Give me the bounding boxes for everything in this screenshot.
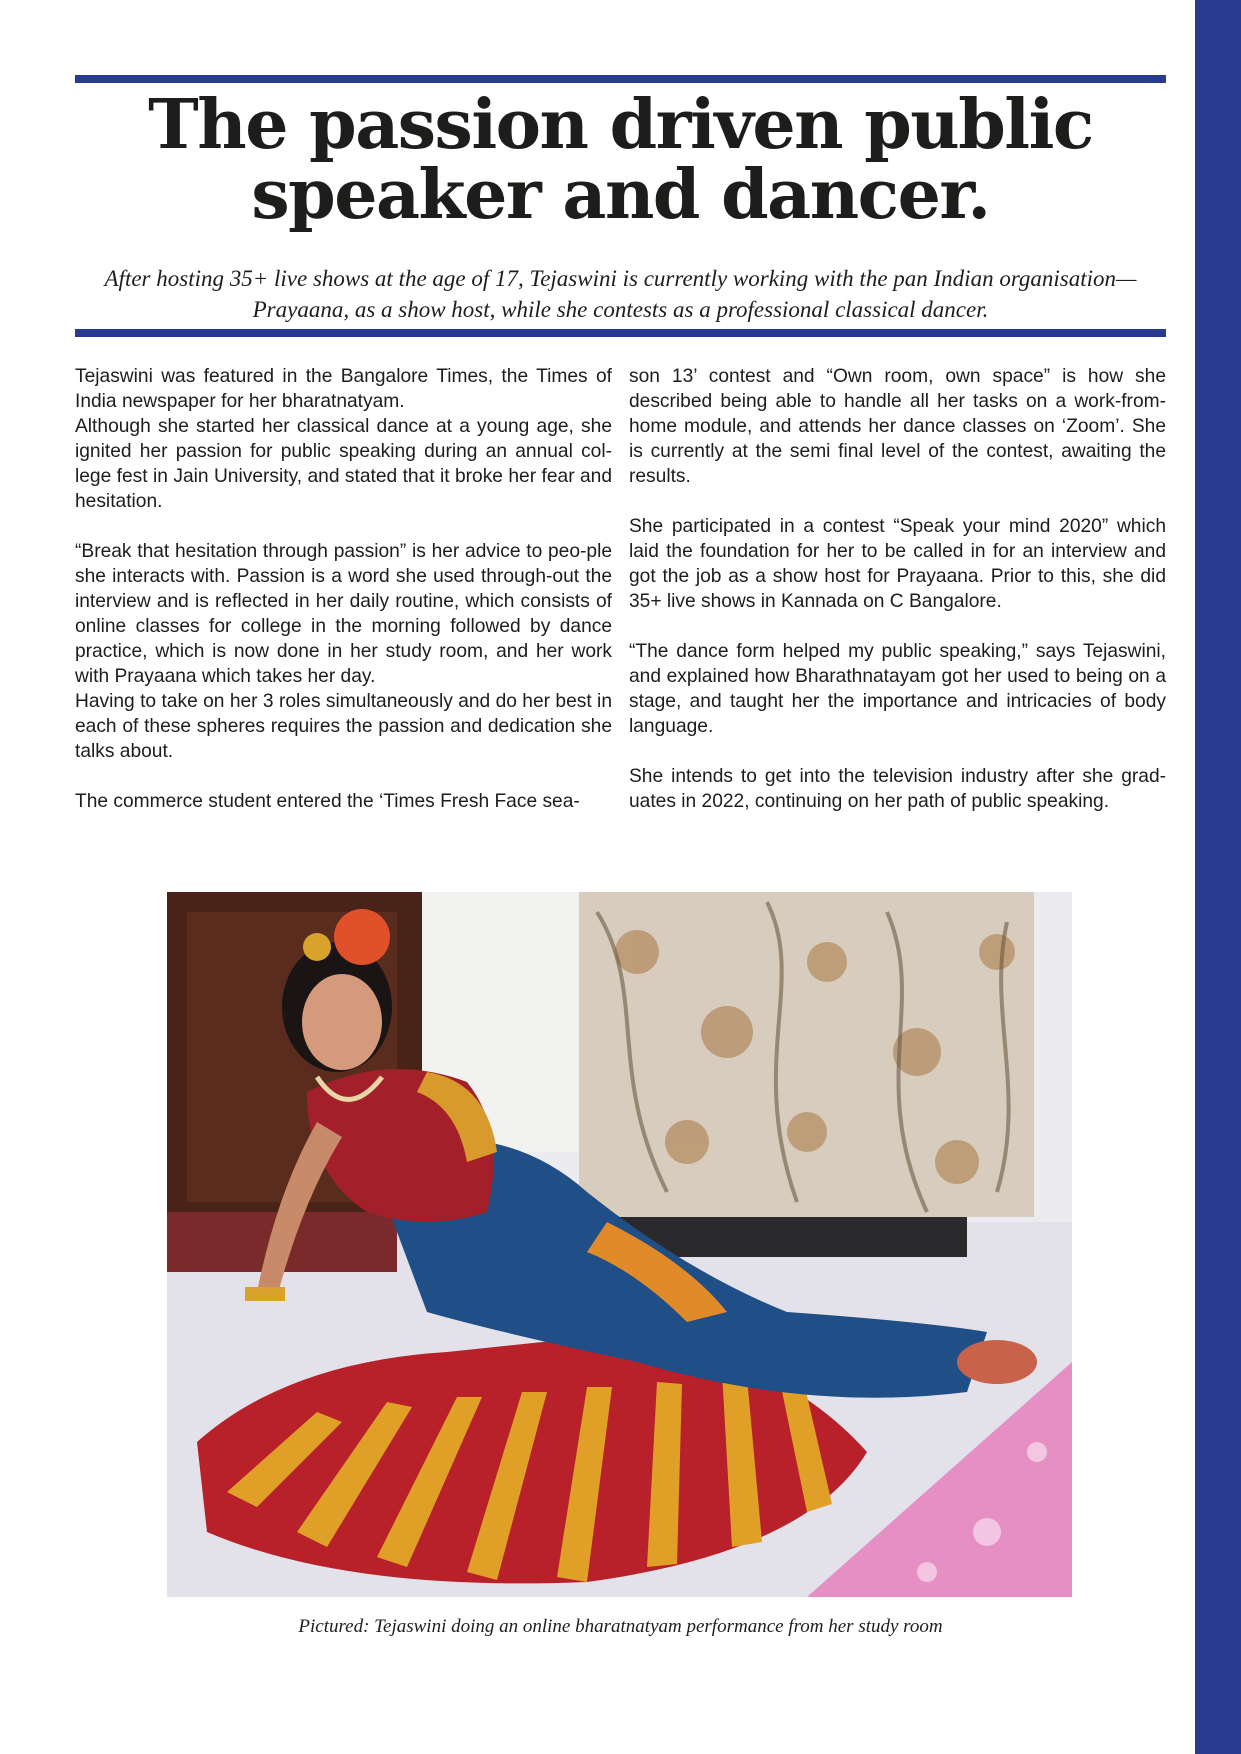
- paragraph: She participated in a contest “Speak your mind 2020” which laid the foundation for her to be called in for an interview and got the job as a show host for Prayaana. Prior to this, she did 35+ live shows in Kannada on C Bangalore.: [629, 516, 1166, 612]
- photo-caption: Pictured: Tejaswini doing an online bharatnatyam performance from her study room: [298, 1616, 943, 1637]
- paragraph: The commerce student entered the ‘Times Fresh Face sea-: [75, 791, 580, 812]
- body-column-left: [75, 364, 612, 814]
- side-accent-bar: [1195, 0, 1241, 1754]
- headline: The passion driven public speaker and dancer.: [148, 85, 1093, 235]
- top-rule: [75, 75, 1166, 83]
- paragraph: Although she started her classical dance at a young age, she ignited her passion for public speaking during an annual col-lege fest in Jain University, and stated that it broke her fear and hesitation.: [75, 416, 612, 512]
- paragraph: “Break that hesitation through passion” is her advice to peo-ple she interacts with. Passion is a word she used through-out the interview and is reflected in her daily routine, which consists of online classes for college in the morning followed by dance practice, which is now done in her study room, and her work with Prayaana which takes her day.: [75, 541, 612, 687]
- paragraph: She intends to get into the television industry after she grad-uates in 2022, continuing on her path of public speaking.: [629, 766, 1166, 812]
- standfirst: After hosting 35+ live shows at the age of 17, Tejaswini is currently working with the pan Indian organisation—Prayaana, as a show host, while she contests as a professional classical dancer.: [104, 266, 1137, 322]
- paragraph: “The dance form helped my public speaking,” says Tejaswini, and explained how Bharathnatayam got her used to being on a stage, and taught her the importance and intricacies of body language.: [629, 641, 1166, 737]
- paragraph: son 13’ contest and “Own room, own space” is how she described being able to handle all her tasks on a work-from-home module, and attends her dance classes on ‘Zoom’. She is currently at the semi final level of the contest, awaiting the results.: [629, 366, 1166, 487]
- standfirst-rule: [75, 329, 1166, 337]
- paragraph: Tejaswini was featured in the Bangalore Times, the Times of India newspaper for her bharatnatyam.: [75, 366, 612, 412]
- paragraph: Having to take on her 3 roles simultaneously and do her best in each of these spheres requires the passion and dedication she talks about.: [75, 691, 612, 762]
- dancer-photo: [167, 892, 1072, 1597]
- body-column-right: [629, 364, 1166, 814]
